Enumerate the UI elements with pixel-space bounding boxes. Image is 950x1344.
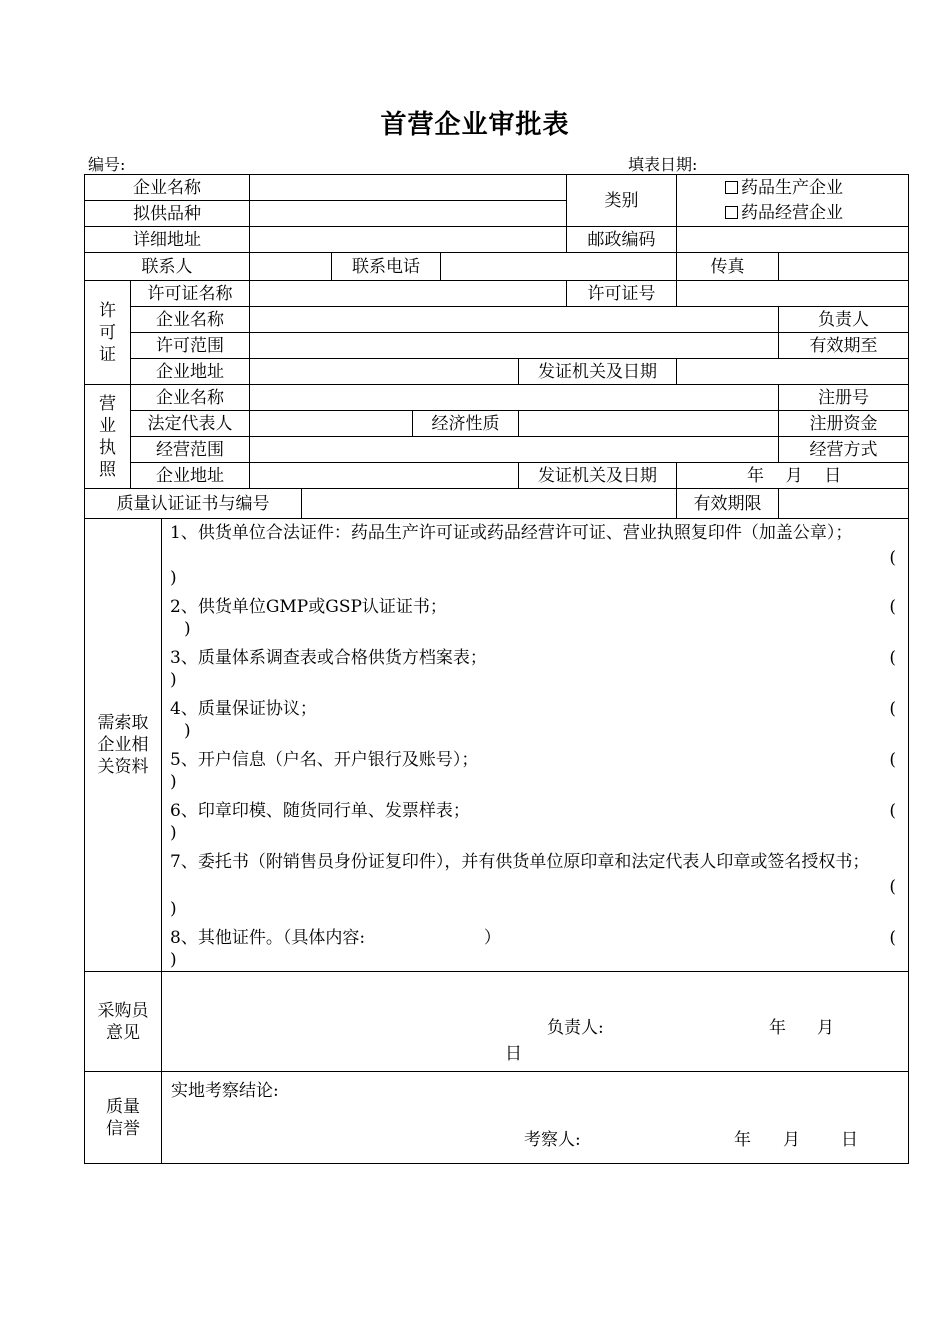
biz-issuer-date-field[interactable]: 年 月 日: [677, 463, 909, 489]
doc-item: 8、其他证件。（具体内容: ） (: [170, 928, 897, 948]
buyer-day: 日: [505, 1044, 522, 1064]
required-docs-list: [162, 519, 909, 972]
doc-item: 4、质量保证协议； (: [170, 699, 897, 719]
supply-varieties-field[interactable]: [250, 201, 567, 227]
category-option-distributor[interactable]: 药品经营企业: [725, 201, 904, 226]
validity-period-field[interactable]: [779, 489, 909, 519]
inspector-label: 考察人:: [524, 1130, 581, 1150]
phone-label: 联系电话: [332, 253, 441, 281]
doc-item: 6、印章印模、随货同行单、发票样表； (: [170, 801, 897, 821]
number-label: 编号:: [88, 155, 126, 174]
quality-credit-label: 质量信誉: [85, 1072, 162, 1164]
quality-credit-field[interactable]: [162, 1072, 909, 1164]
buyer-opinion-field[interactable]: [162, 972, 909, 1072]
license-number-field[interactable]: [677, 281, 909, 307]
postal-code-field[interactable]: [677, 227, 909, 253]
buyer-opinion-label: 采购员意见: [85, 972, 162, 1072]
required-docs-label: 需索取企业相关资料: [85, 519, 162, 972]
doc-close: ): [170, 772, 177, 792]
category-options: [677, 175, 909, 227]
business-license-group-label: 营业执照: [85, 385, 131, 489]
postal-code-label: 邮政编码: [567, 227, 677, 253]
form-title: 首营企业审批表: [380, 110, 570, 140]
quality-cert-field[interactable]: [302, 489, 677, 519]
checkbox-icon[interactable]: [725, 206, 738, 219]
legal-rep-label: 法定代表人: [131, 411, 250, 437]
doc-close: ): [170, 670, 177, 690]
fill-date-label: 填表日期:: [628, 155, 698, 174]
doc-item: 3、质量体系调查表或合格供货方档案表； (: [170, 648, 897, 668]
supply-varieties-label: 拟供品种: [85, 201, 250, 227]
license-scope-field[interactable]: [250, 333, 779, 359]
responsible-person-label: 负责人: [779, 307, 909, 333]
address-field[interactable]: [250, 227, 567, 253]
fax-label: 传真: [677, 253, 779, 281]
validity-period-label: 有效期限: [677, 489, 779, 519]
category-option-manufacturer[interactable]: 药品生产企业: [725, 176, 904, 201]
license-scope-label: 许可范围: [131, 333, 250, 359]
license-company-name-label: 企业名称: [131, 307, 250, 333]
category-label: 类别: [567, 175, 677, 227]
biz-address-label: 企业地址: [131, 463, 250, 489]
buyer-year: 年: [769, 1018, 786, 1038]
company-name-field[interactable]: [250, 175, 567, 201]
approval-form-table: [84, 174, 909, 1164]
contact-field[interactable]: [250, 253, 332, 281]
legal-rep-field[interactable]: [250, 411, 413, 437]
address-label: 详细地址: [85, 227, 250, 253]
doc-item: 2、供货单位GMP或GSP认证证书； (: [170, 597, 897, 617]
biz-address-field[interactable]: [250, 463, 519, 489]
buyer-responsible-label: 负责人:: [547, 1018, 604, 1038]
quality-year: 年: [734, 1130, 751, 1150]
biz-scope-field[interactable]: [250, 437, 779, 463]
doc-close: ): [170, 568, 177, 588]
biz-company-name-field[interactable]: [250, 385, 779, 411]
fax-field[interactable]: [779, 253, 909, 281]
license-name-field[interactable]: [250, 281, 567, 307]
biz-scope-label: 经营范围: [131, 437, 250, 463]
doc-item: 5、开户信息（户名、开户银行及账号）； (: [170, 750, 897, 770]
phone-field[interactable]: [441, 253, 677, 281]
doc-close: ): [184, 721, 191, 741]
license-address-label: 企业地址: [131, 359, 250, 385]
license-issuer-date-field[interactable]: [677, 359, 909, 385]
quality-cert-label: 质量认证证书与编号: [85, 489, 302, 519]
license-company-name-field[interactable]: [250, 307, 779, 333]
doc-item: 1、供货单位合法证件：药品生产许可证或药品经营许可证、营业执照复印件（加盖公章）； (: [170, 523, 897, 568]
license-address-field[interactable]: [250, 359, 519, 385]
doc-close: ): [170, 950, 177, 970]
registered-capital-label: 注册资金: [779, 411, 909, 437]
biz-issuer-date-label: 发证机关及日期: [519, 463, 677, 489]
license-name-label: 许可证名称: [131, 281, 250, 307]
quality-month: 月: [783, 1130, 800, 1150]
buyer-month: 月: [817, 1018, 834, 1038]
checkbox-icon[interactable]: [725, 181, 738, 194]
license-number-label: 许可证号: [567, 281, 677, 307]
doc-close: ): [170, 899, 177, 919]
license-issuer-date-label: 发证机关及日期: [519, 359, 677, 385]
doc-close: ): [184, 619, 191, 639]
economic-nature-label: 经济性质: [413, 411, 519, 437]
quality-day: 日: [841, 1130, 858, 1150]
registration-no-label: 注册号: [779, 385, 909, 411]
company-name-label: 企业名称: [85, 175, 250, 201]
contact-label: 联系人: [85, 253, 250, 281]
economic-nature-field[interactable]: [519, 411, 779, 437]
license-group-label: 许可证: [85, 281, 131, 385]
valid-until-label: 有效期至: [779, 333, 909, 359]
doc-close: ): [170, 823, 177, 843]
biz-mode-label: 经营方式: [779, 437, 909, 463]
biz-company-name-label: 企业名称: [131, 385, 250, 411]
doc-item: 7、委托书（附销售员身份证复印件），并有供货单位原印章和法定代表人印章或签名授权书； (: [170, 852, 897, 897]
inspection-conclusion-label: 实地考察结论:: [171, 1081, 279, 1101]
